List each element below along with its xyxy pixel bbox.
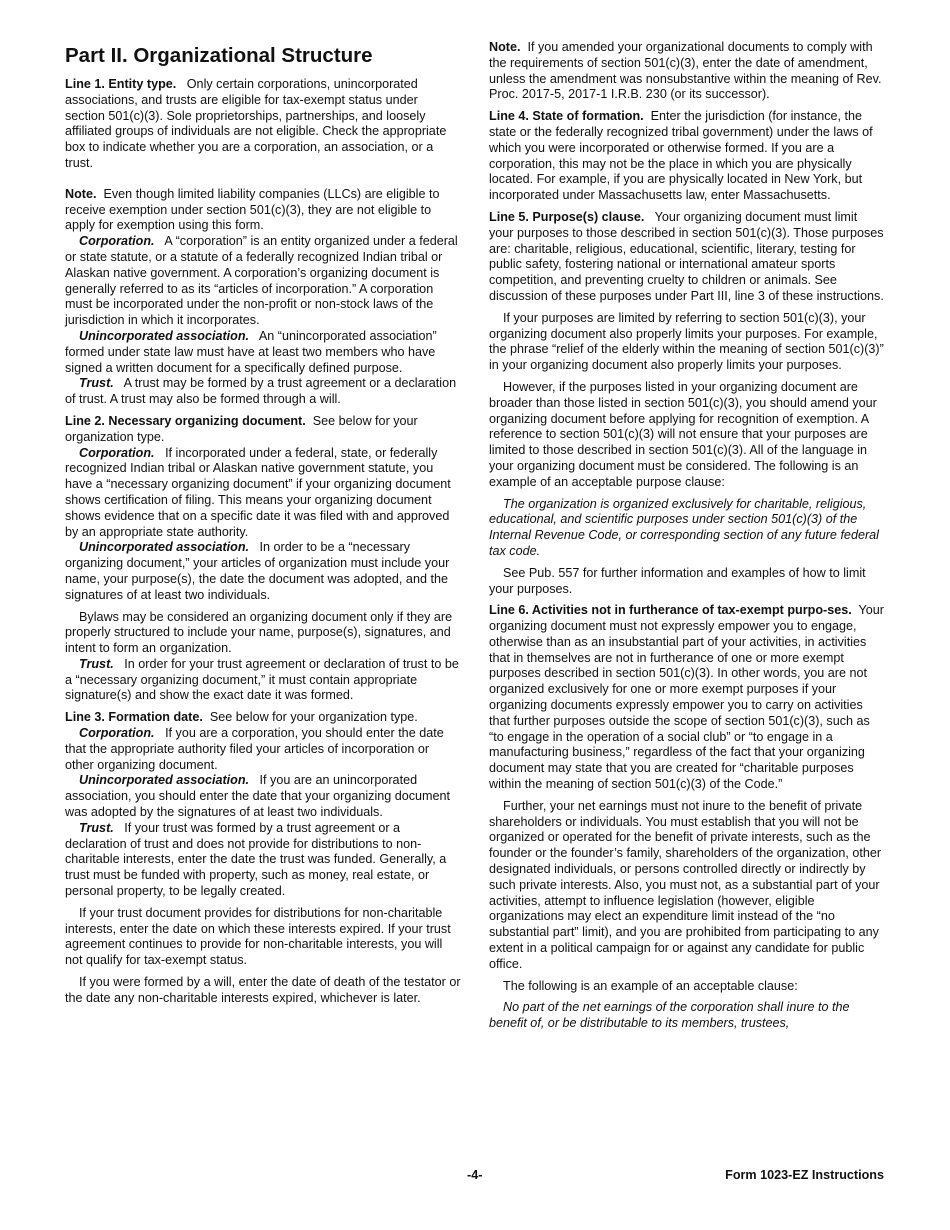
trust2-paragraph: [65, 657, 461, 704]
trust-distribution-paragraph: If your trust document provides for distributions for non-charitable interests, enter the date on which these interests expired. If your trust agreement continues to provide for non-charitable interests, you will not qualify for tax-exempt status.: [65, 905, 451, 968]
purpose-reference-paragraph: If your purposes are limited by referring to section 501(c)(3), your organizing document also properly limits your purposes. For example, the phrase “relief of the elderly within the meaning of section 501(c)(3)” in your organizing document also properly limits your purposes.: [489, 310, 884, 373]
line2-paragraph: [65, 414, 461, 446]
unincorp1-heading: Unincorporated association.: [79, 328, 250, 343]
purpose-broader-paragraph: However, if the purposes listed in your organizing document are broader than those listed in section 501(c)(3), you should amend your organizing document before applying for recognition of exemption. A reference to section 501(c)(3) will not ensure that your purposes are limited to those described in section 501(c)(3). All of the language in your organizing document must be considered. The following is an example of an acceptable purpose clause:: [489, 379, 877, 489]
line6-text: Your organizing document must not expressly empower you to engage, otherwise than as an insubstantial part of your activities, in activities that in themselves are not in furtherance of one or more exempt purposes described in section 501(c)(3). In other words, you are not organized exclusively for one or more exempt purposes if your organizing documents expressly empower you to carry on activities that further purposes outside the scope of section 501(c)(3), such as “to engage in the operation of a social club” or “to engage in a manufacturing business,” regardless of the fact that your organizing document may state that you are created for “charitable purposes within the meaning of section 501(c)(3) of the Code.”: [489, 603, 884, 792]
line1-paragraph: [65, 77, 461, 172]
note1-heading: Note.: [65, 186, 97, 201]
unincorp2-heading: Unincorporated association.: [79, 540, 250, 555]
trust2-heading: Trust.: [79, 656, 114, 671]
purpose-clause-example: The organization is organized exclusively for charitable, religious, educational, and scientific purposes under section 501(c)(3) of the Internal Revenue Code, or corresponding section of any future federal tax code.: [489, 496, 879, 558]
line5-paragraph: [489, 210, 884, 305]
corp2-heading: Corporation.: [79, 445, 155, 460]
inurement-clause-example: No part of the net earnings of the corporation shall inure to the benefit of, or be distributable to its members, trustees,: [489, 1000, 850, 1031]
corp2-paragraph: [65, 446, 461, 541]
will-paragraph: If you were formed by a will, enter the date of death of the testator or the date any non-charitable interests expired, whichever is later.: [65, 975, 461, 1005]
corp3-paragraph: [65, 726, 461, 773]
trust1-heading: Trust.: [79, 376, 114, 391]
trust1-text: A trust may be formed by a trust agreement or a declaration of trust. A trust may also be formed through a will.: [65, 376, 457, 407]
line1-heading: Line 1. Entity type.: [65, 77, 177, 91]
left-column: [65, 40, 461, 1013]
unincorp1-text: An “unincorporated association” formed under state law must have at least two members who have signed a written document for a specifically defined purpose.: [65, 328, 437, 375]
corp1-text: A “corporation” is an entity organized under a federal or state statute, or a statute of a federally recognized Indian tribal or Alaskan native government. A corporation’s organizing document is generally referred to as its “articles of incorporation.” A corporation must be incorporated under the non-profit or non-stock laws of the jurisdiction in which it incorporates.: [65, 234, 458, 328]
line4-paragraph: [489, 109, 884, 204]
line3-heading: Line 3. Formation date.: [65, 710, 203, 725]
unincorp2-text: In order to be a “necessary organizing document,” your articles of organization must include your name, your purpose(s), the date the document was adopted, and the signatures of at least two individuals.: [65, 540, 450, 602]
trust3-heading: Trust.: [79, 820, 114, 835]
pub557-paragraph: See Pub. 557 for further information and examples of how to limit your purposes.: [489, 565, 866, 596]
line4-heading: Line 4. State of formation.: [489, 109, 644, 124]
line6-heading: Line 6. Activities not in furtherance of tax-exempt purpo-ses.: [489, 603, 852, 618]
right-column: [489, 40, 884, 1038]
unincorp3-text: If you are an unincorporated association, you should enter the date that your organizing document was adopted by the signatures of at least two individuals.: [65, 773, 451, 820]
line1-text: Only certain corporations, unincorporated associations, and trusts are eligible for tax-exempt status under section 501(c)(3). Sole proprietorships, partnerships, and loosely affiliated groups of individuals are not eligible. Check the appropriate box to indicate whether you are a corporation, an association, or a trust.: [65, 77, 447, 170]
acceptable-clause-intro: The following is an example of an acceptable clause:: [503, 978, 798, 993]
line6-paragraph: [489, 603, 884, 793]
trust2-text: In order for your trust agreement or declaration of trust to be a “necessary organizing document,” it must contain appropriate signature(s) and show the exact date it was formed.: [65, 656, 459, 703]
corp3-heading: Corporation.: [79, 726, 155, 741]
page-number: -4-: [467, 1168, 483, 1182]
corp1-paragraph: [65, 234, 461, 329]
line5-text: Your organizing document must limit your purposes to those described in section 501(c)(3). Those purposes are: charitable, religious, educational, scientific, literary, testing for public safety, fostering national or international amateur sports competition, and preventing cruelty to children or animals. See discussion of these purposes under Part III, line 3 of these instructions.: [489, 209, 884, 303]
trust1-paragraph: [65, 376, 461, 408]
unincorp2-paragraph: [65, 540, 461, 603]
line2-heading: Line 2. Necessary organizing document.: [65, 413, 306, 428]
form-name: Form 1023-EZ Instructions: [725, 1168, 884, 1182]
note1-paragraph: [65, 187, 461, 234]
net-earnings-paragraph: Further, your net earnings must not inure to the benefit of private shareholders or individuals. You must establish that you will not be organized or operated for the benefit of private interests, such as the founder or the founder’s family, shareholders of the organization, other designated individuals, or persons controlled directly or indirectly by such private interests. Also, you must not, as a substantial part of your activities, attempt to influence legislation (however, eligible organizations may elect an expenditure limit instead of the “no substantial part” limit), and you are prohibited from participating to any extent in a political campaign for or against any candidate for public office.: [489, 798, 882, 971]
unincorp1-paragraph: [65, 329, 461, 376]
corp2-text: If incorporated under a federal, state, or federally recognized Indian tribal or Alaskan native government statute, you have a “necessary organizing document” if your organizing document shows certification of filing. This means your organizing document shows evidence that on a specific date it was filed with and approved by an appropriate state authority.: [65, 445, 451, 539]
bylaws-paragraph: Bylaws may be considered an organizing document only if they are properly structured to include your name, purpose(s), signatures, and intent to form an organization.: [65, 609, 453, 656]
line2-text: See below for your organization type.: [65, 413, 418, 444]
trust3-paragraph: [65, 821, 461, 900]
line4-text: Enter the jurisdiction (for instance, the state or the federally recognized tribal government) under the laws of which you were incorporated or otherwise formed. If you are a corporation, this may not be the place in which you are physically located. For example, if you are physically located in New York, but incorporated under Massachusetts law, enter Massachusetts.: [489, 109, 873, 203]
note2-paragraph: [489, 40, 884, 103]
note2-text: If you amended your organizational documents to comply with the requirements of section 501(c)(3), enter the date of amendment, unless the amendment was nonsubstantive within the meaning of Rev. Proc. 2017-5, 2017-1 I.R.B. 230 (or its successor).: [489, 40, 882, 102]
part-title: Part II. Organizational Structure: [65, 44, 373, 67]
corp1-heading: Corporation.: [79, 234, 155, 249]
note1-text: Even though limited liability companies (LLCs) are eligible to receive exemption under section 501(c)(3), they are not eligible to apply for exemption using this form.: [65, 186, 440, 233]
note2-heading: Note.: [489, 40, 521, 54]
unincorp3-paragraph: [65, 773, 461, 820]
unincorp3-heading: Unincorporated association.: [79, 773, 250, 788]
trust3-text: If your trust was formed by a trust agreement or a declaration of trust and does not provide for distributions to non-charitable interests, enter the date the trust was funded. Generally, a trust must be funded with property, such as money, real estate, or personal property, to be legally created.: [65, 820, 447, 899]
corp3-text: If you are a corporation, you should enter the date that the appropriate authority filed your articles of incorporation or other organizing document.: [65, 726, 444, 772]
line3-paragraph: [65, 710, 461, 726]
line5-heading: Line 5. Purpose(s) clause.: [489, 209, 645, 224]
line3-text: See below for your organization type.: [209, 710, 418, 725]
